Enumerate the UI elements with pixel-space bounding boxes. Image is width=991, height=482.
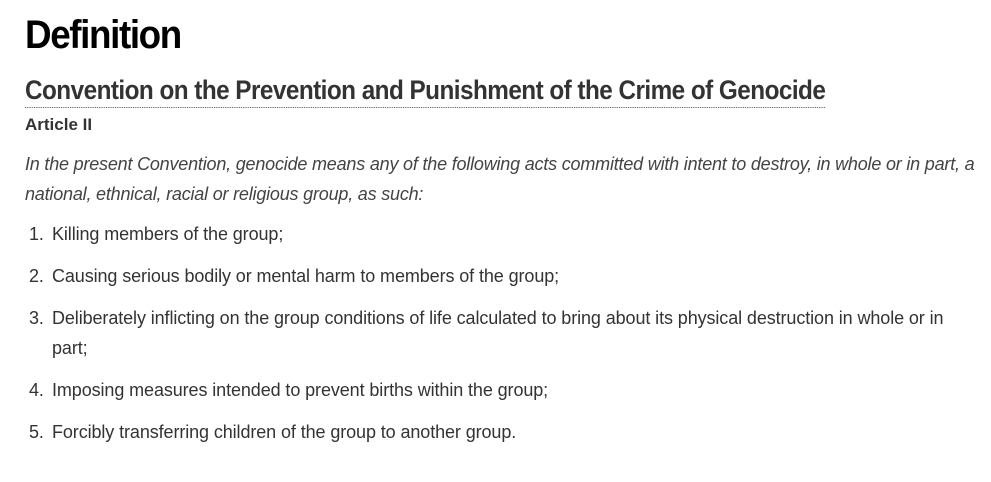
list-item-text: Forcibly transferring children of the group to another group.: [52, 422, 517, 442]
list-item: [25, 375, 975, 405]
list-item-number: 3.: [29, 308, 44, 328]
list-item-text: Killing members of the group;: [52, 224, 284, 244]
list-item-number: 2.: [29, 266, 44, 286]
article-label: Article II: [25, 115, 93, 134]
list-item-text: Imposing measures intended to prevent births within the group;: [52, 380, 549, 400]
list-item-number: 4.: [29, 380, 44, 400]
acts-list: [25, 219, 975, 447]
list-item: [25, 303, 975, 363]
page-title: Definition: [25, 13, 181, 57]
convention-title-link[interactable]: Convention on the Prevention and Punishment of the Crime of Genocide: [25, 74, 825, 108]
list-item-text: Deliberately inflicting on the group conditions of life calculated to bring about its physical destruction in whole or in part;: [52, 308, 944, 358]
list-item-number: 1.: [29, 224, 44, 244]
list-item: [25, 261, 975, 291]
list-item: [25, 417, 975, 447]
article-content: [25, 12, 975, 459]
list-item-number: 5.: [29, 422, 44, 442]
intro-paragraph: In the present Convention, genocide means any of the following acts committed with intent to destroy, in whole or in part, a national, ethnical, racial or religious group, as such:: [25, 154, 975, 204]
list-item: [25, 219, 975, 249]
list-item-text: Causing serious bodily or mental harm to members of the group;: [52, 266, 560, 286]
